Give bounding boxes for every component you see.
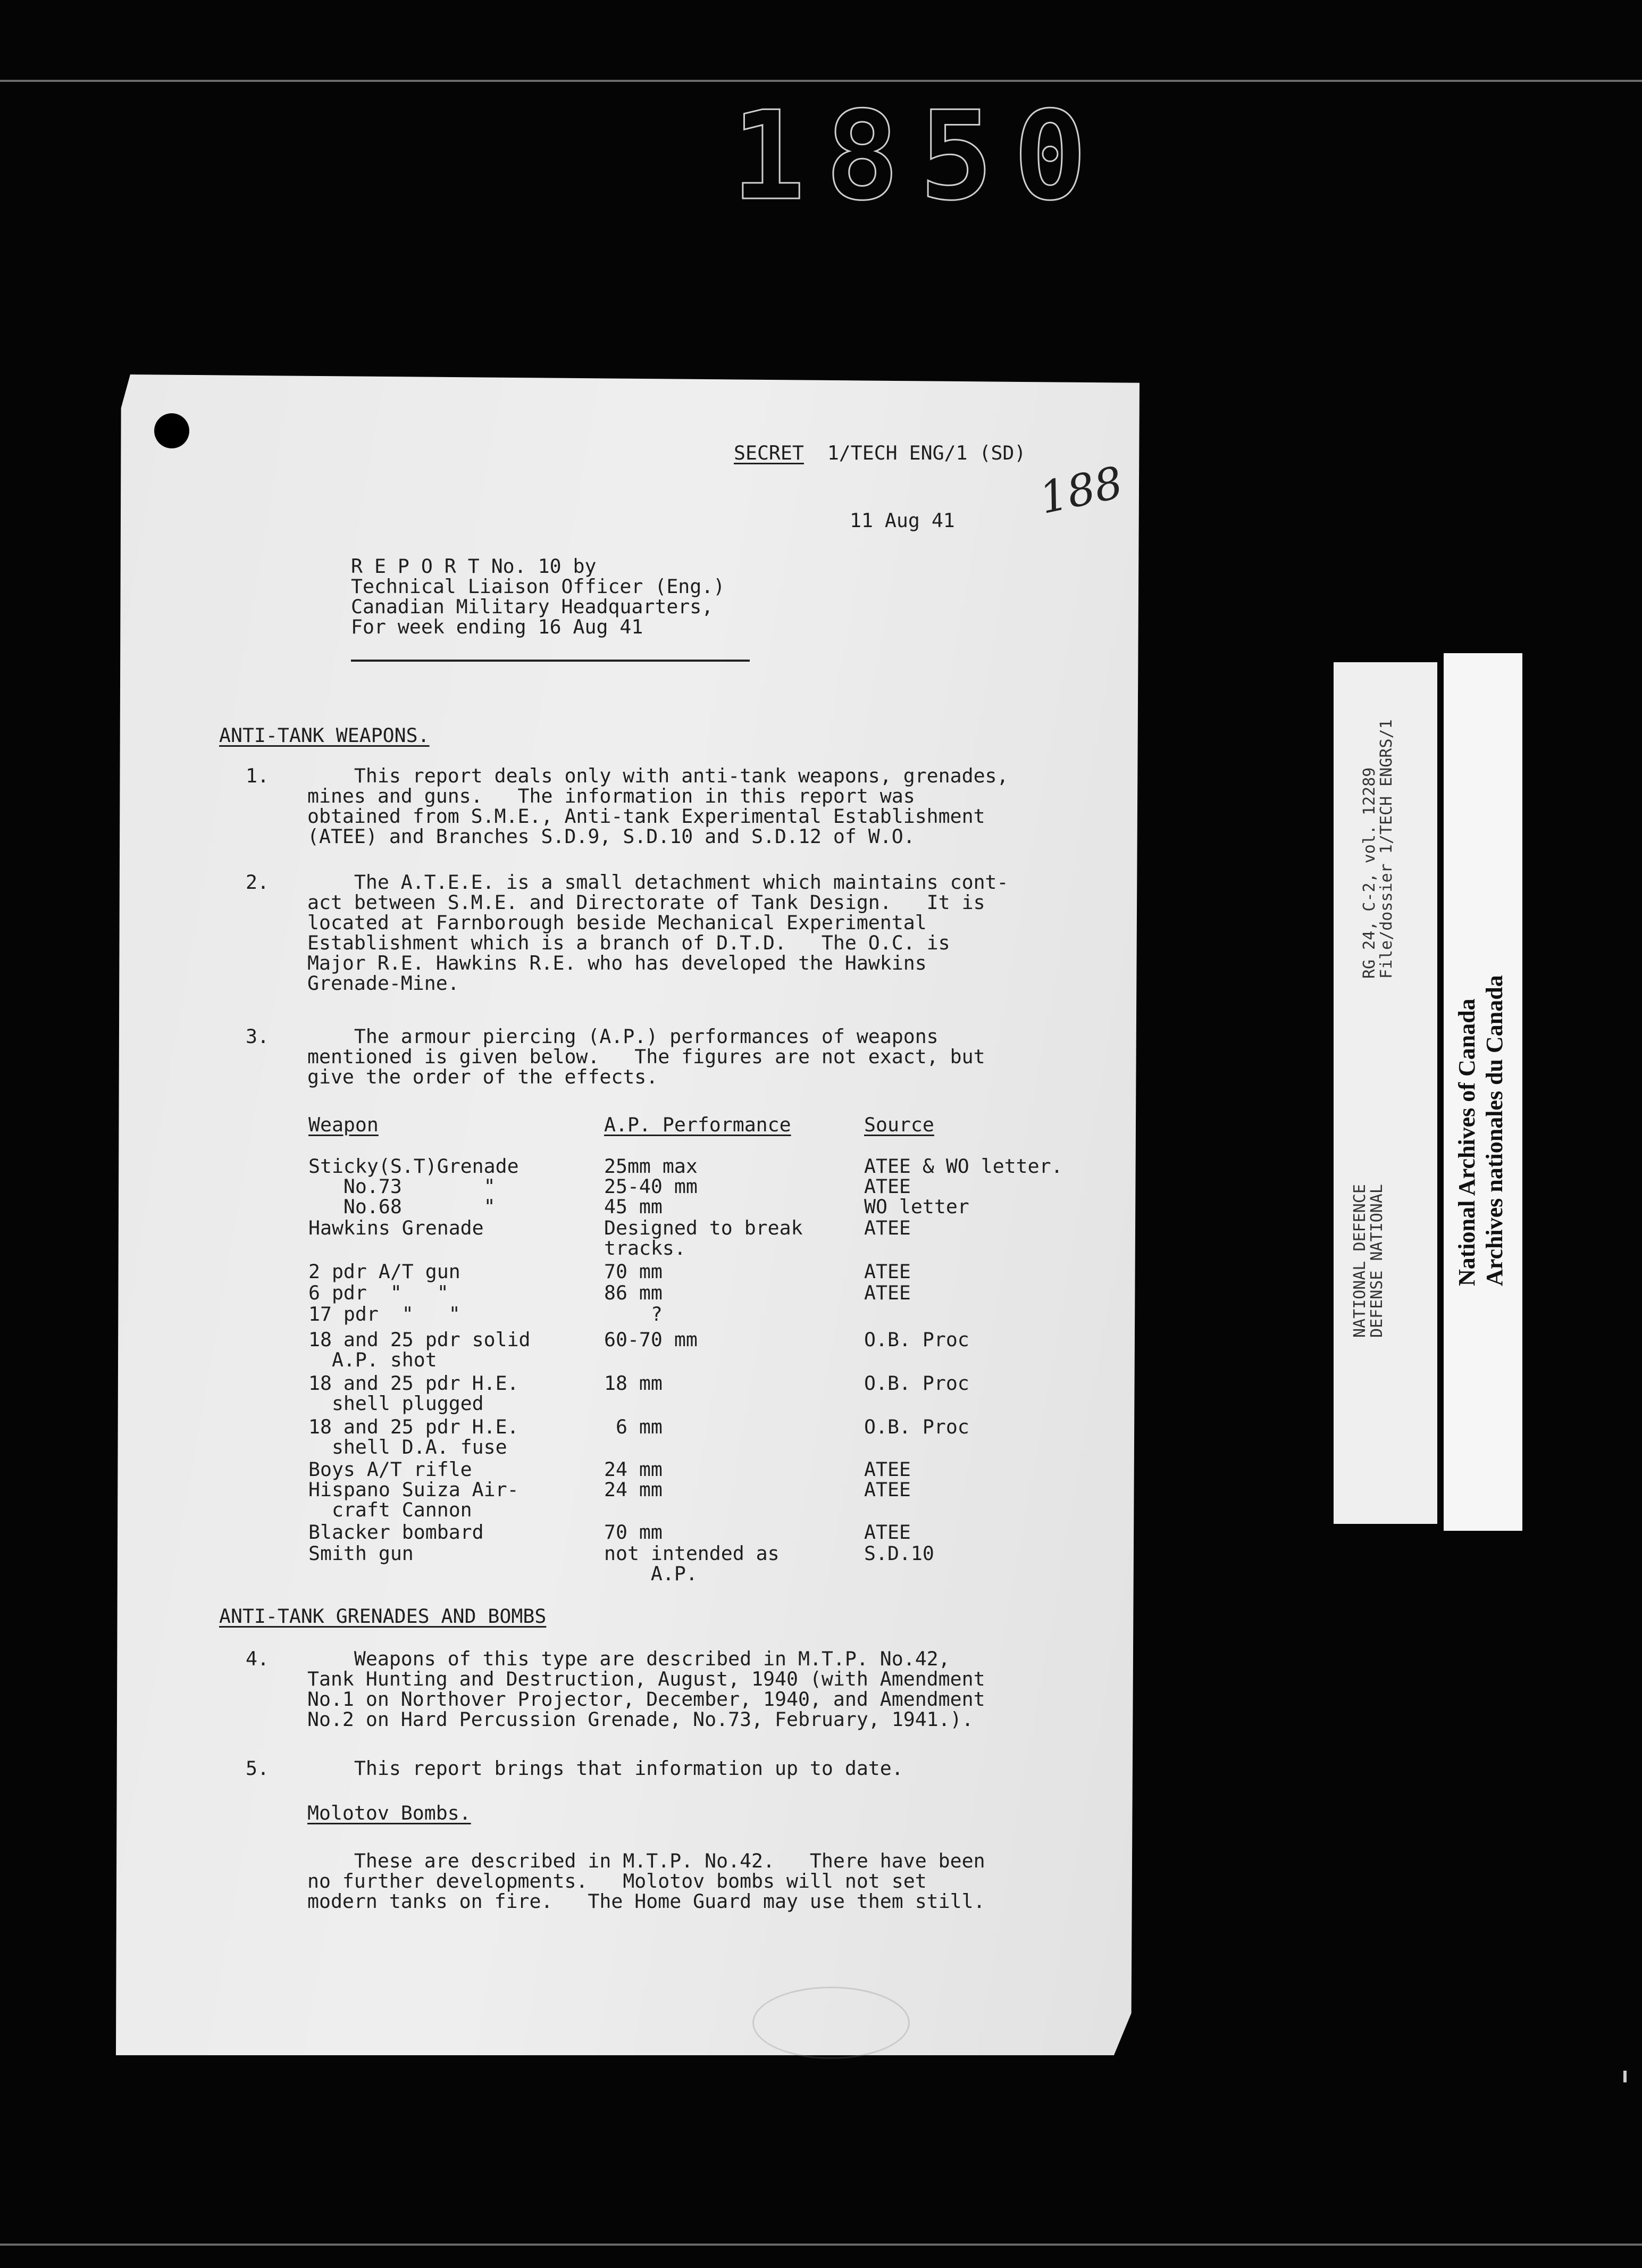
title-line: Technical Liaison Officer (Eng.)	[351, 575, 725, 598]
faint-stamp	[752, 1987, 910, 2059]
department-fr: DEFENSE NATIONAL	[1368, 1184, 1386, 1338]
table-cell-performance: 25-40 mm	[604, 1175, 698, 1198]
table-cell-performance: 24 mm	[604, 1478, 663, 1501]
table-cell-performance: 45 mm	[604, 1195, 663, 1218]
film-border-bottom	[0, 2244, 1642, 2246]
table-cell-weapon: Hawkins Grenade	[308, 1216, 484, 1239]
paragraph-line: This report brings that information up to date.	[307, 1757, 903, 1780]
title-line: R E P O R T No. 10 by	[351, 555, 597, 578]
paragraph-line: mines and guns. The information in this report was	[307, 785, 915, 807]
table-cell-source: ATEE & WO letter.	[864, 1155, 1063, 1178]
paragraph-number: 2.	[246, 871, 269, 894]
archive-reference-label	[1334, 662, 1437, 1524]
paragraph-line: No.1 on Northover Projector, December, 1940, and Amendment	[307, 1688, 985, 1711]
handwritten-folio-number: 188	[1035, 457, 1127, 524]
file-reference: 1/TECH ENG/1 (SD)	[827, 441, 1026, 464]
table-cell-source: ATEE	[864, 1216, 911, 1239]
table-cell-source: ATEE	[864, 1478, 911, 1501]
paragraph-line: The A.T.E.E. is a small detachment which maintains cont-	[307, 871, 1009, 894]
punch-hole	[154, 413, 189, 448]
classification-header	[734, 443, 1026, 463]
table-cell-weapon: 6 pdr " "	[308, 1281, 449, 1304]
table-cell-performance: 6 mm	[604, 1415, 663, 1438]
file-dossier-reference: File/dossier 1/TECH ENGRS/1	[1377, 719, 1396, 979]
record-group-reference: RG 24, C-2, vol. 12289	[1360, 767, 1379, 979]
paragraph-line: (ATEE) and Branches S.D.9, S.D.10 and S.D.12 of W.O.	[307, 825, 915, 848]
paragraph-number: 3.	[246, 1025, 269, 1048]
subsection-heading: Molotov Bombs.	[307, 1802, 471, 1824]
title-line: Canadian Military Headquarters,	[351, 595, 714, 618]
paragraph-line: act between S.M.E. and Directorate of Tank Design. It is	[307, 891, 985, 914]
table-cell-performance: 25mm max	[604, 1155, 698, 1178]
table-cell-weapon: Boys A/T rifle	[308, 1458, 472, 1481]
archives-name-fr: Archives nationales du Canada	[1481, 975, 1507, 1286]
title-line: For week ending 16 Aug 41	[351, 615, 643, 638]
table-cell-source: O.B. Proc	[864, 1415, 969, 1438]
table-cell-performance: 60-70 mm	[604, 1328, 698, 1351]
paragraph-line: No.2 on Hard Percussion Grenade, No.73, February, 1941.).	[307, 1708, 974, 1731]
microfilm-frame-number	[728, 86, 1090, 228]
table-cell-weapon: 18 and 25 pdr H.E. shell D.A. fuse	[308, 1415, 519, 1458]
table-cell-performance: 70 mm	[604, 1260, 663, 1283]
paragraph-line: Weapons of this type are described in M.T.P. No.42,	[307, 1647, 950, 1670]
table-cell-weapon: No.73 "	[308, 1175, 496, 1198]
paragraph-line: no further developments. Molotov bombs will not set	[307, 1870, 927, 1892]
table-cell-source: ATEE	[864, 1281, 911, 1304]
paragraph-line: Establishment which is a branch of D.T.D. The O.C. is	[307, 931, 950, 954]
table-cell-performance: 24 mm	[604, 1458, 663, 1481]
table-cell-source: O.B. Proc	[864, 1328, 969, 1351]
paragraph-line: located at Farnborough beside Mechanical Experimental	[307, 911, 927, 934]
paragraph-line: Major R.E. Hawkins R.E. who has developed the Hawkins	[307, 952, 927, 974]
table-cell-performance: 70 mm	[604, 1521, 663, 1544]
paragraph-line: give the order of the effects.	[307, 1065, 658, 1088]
paragraph-number: 5.	[246, 1757, 269, 1780]
title-rule	[351, 660, 750, 662]
paragraph-line: modern tanks on fire. The Home Guard may use them still.	[307, 1890, 985, 1913]
table-cell-performance: not intended as A.P.	[604, 1542, 780, 1585]
paragraph-line: mentioned is given below. The figures are not exact, but	[307, 1045, 985, 1068]
table-cell-performance: 18 mm	[604, 1372, 663, 1395]
table-cell-source: ATEE	[864, 1260, 911, 1283]
table-cell-source: ATEE	[864, 1458, 911, 1481]
table-cell-source: ATEE	[864, 1175, 911, 1198]
archives-name-label	[1444, 653, 1522, 1531]
film-edge-mark	[1623, 2071, 1627, 2082]
table-header-weapon: Weapon	[308, 1113, 379, 1136]
film-border-top	[0, 80, 1642, 82]
frame-digit: 8	[825, 86, 899, 228]
table-cell-performance: ?	[604, 1303, 663, 1325]
table-cell-source: ATEE	[864, 1521, 911, 1544]
table-cell-weapon: 18 and 25 pdr H.E. shell plugged	[308, 1372, 519, 1415]
table-cell-weapon: 2 pdr A/T gun	[308, 1260, 460, 1283]
paragraph-number: 1.	[246, 764, 269, 787]
paragraph-line: This report deals only with anti-tank weapons, grenades,	[307, 764, 1009, 787]
paragraph-line: Tank Hunting and Destruction, August, 1940 (with Amendment	[307, 1667, 985, 1690]
archives-name-en: National Archives of Canada	[1454, 998, 1480, 1286]
paragraph-number: 4.	[246, 1647, 269, 1670]
table-header-source: Source	[864, 1113, 934, 1136]
paragraph-line: These are described in M.T.P. No.42. There have been	[307, 1849, 985, 1872]
paragraph-line: The armour piercing (A.P.) performances of weapons	[307, 1025, 939, 1048]
paragraph-line: obtained from S.M.E., Anti-tank Experimental Establishment	[307, 805, 985, 828]
paragraph-line: Grenade-Mine.	[307, 972, 459, 995]
section-heading: ANTI-TANK GRENADES AND BOMBS	[219, 1605, 547, 1628]
table-cell-performance: Designed to break tracks.	[604, 1216, 803, 1260]
section-heading: ANTI-TANK WEAPONS.	[219, 724, 430, 747]
classification-label: SECRET	[734, 441, 804, 464]
table-cell-performance: 86 mm	[604, 1281, 663, 1304]
table-cell-source: WO letter	[864, 1195, 969, 1218]
report-date: 11 Aug 41	[850, 509, 955, 532]
table-cell-weapon: Sticky(S.T)Grenade	[308, 1155, 519, 1178]
department-en: NATIONAL DEFENCE	[1351, 1184, 1369, 1338]
table-cell-weapon: 18 and 25 pdr solid A.P. shot	[308, 1328, 531, 1371]
table-header-performance: A.P. Performance	[604, 1113, 791, 1136]
table-cell-weapon: No.68 "	[308, 1195, 496, 1218]
table-cell-source: S.D.10	[864, 1542, 934, 1565]
table-cell-weapon: Smith gun	[308, 1542, 414, 1565]
frame-digit: 5	[919, 86, 993, 228]
frame-digit: 0	[1013, 86, 1087, 228]
table-cell-weapon: Blacker bombard	[308, 1521, 484, 1544]
frame-digit: 1	[731, 86, 806, 228]
table-cell-weapon: 17 pdr " "	[308, 1303, 460, 1325]
table-cell-weapon: Hispano Suiza Air- craft Cannon	[308, 1478, 519, 1521]
table-cell-source: O.B. Proc	[864, 1372, 969, 1395]
